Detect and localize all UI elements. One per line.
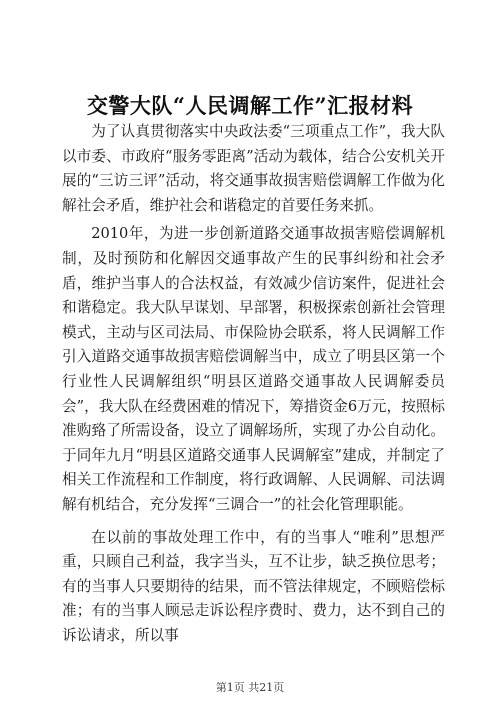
paragraph-3: 在以前的事故处理工作中，有的当事人“唯利”思想严重，只顾自己利益，我字当头，互不让步，缺乏换位思考；有的当事人只要期待的结果，而不管法律规定，不顾赔偿标准；有的当事人顾忌走诉讼程序费时、费力，达不到自己的诉讼请求，所以事	[62, 528, 445, 644]
document-title: 交警大队“人民调解工作”汇报材料	[86, 93, 414, 118]
document-body	[62, 120, 445, 652]
paragraph-1: 为了认真贯彻落实中央政法委“三项重点工作”，我大队以市委、市政府“服务零距离”活动为载体，结合公安机关开展的“三访三评”活动，将交通事故损害赔偿调解工作做为化解社会矛盾，维护社会和谐稳定的首要任务来抓。	[62, 123, 445, 214]
paragraph-2: 2010年，为进一步创新道路交通事故损害赔偿调解机制，及时预防和化解因交通事故产生的民事纠纷和社会矛盾，维护当事人的合法权益，有效减少信访案件，促进社会和谐稳定。我大队早谋划、早部署，积极探索创新社会管理模式，主动与区司法局、市保险协会联系，将人民调解工作引入道路交通事故损害赔偿调解当中，成立了明县区第一个行业性人民调解组织“明县区道路交通事故人民调解委员会”，我大队在经费困难的情况下，筹措资金6万元，按照标准购臵了所需设备，设立了调解场所，实现了办公自动化。于同年九月“明县区道路交通事人民调解室”建成，并制定了相关工作流程和工作制度，将行政调解、人民调解、司法调解有机结合，充分发挥“三调合一”的社会化管理职能。	[62, 225, 445, 513]
page-number-footer: 第1页 共21页	[215, 681, 285, 694]
